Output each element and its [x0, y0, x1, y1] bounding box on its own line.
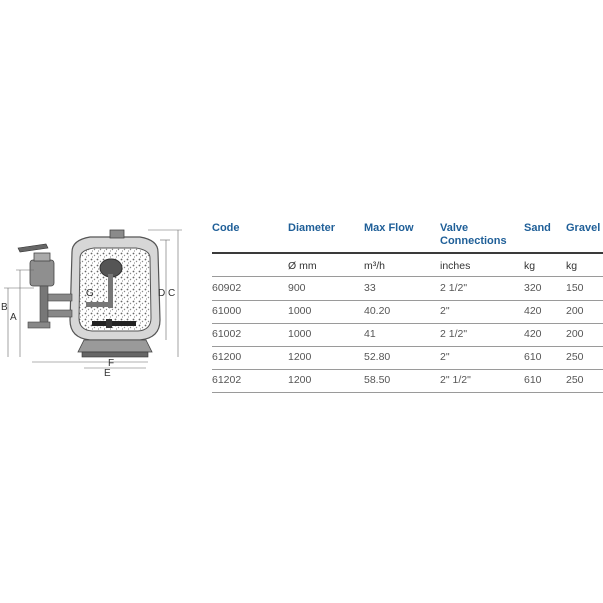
- unit-diameter: Ø mm: [288, 260, 317, 272]
- header-valve-line2: Connections: [440, 235, 507, 247]
- cell-sand: 420: [524, 305, 542, 317]
- header-code: Code: [212, 222, 240, 234]
- unit-valve: inches: [440, 260, 471, 272]
- cell-diameter: 1000: [288, 328, 312, 340]
- cell-gravel: 200: [566, 305, 584, 317]
- header-diameter: Diameter: [288, 222, 336, 234]
- cell-diameter: 1000: [288, 305, 312, 317]
- header-sand: Sand: [524, 222, 551, 234]
- cell-max-flow: 52.80: [364, 351, 391, 363]
- cell-diameter: 1200: [288, 351, 312, 363]
- cell-valve: 2": [440, 351, 450, 363]
- row-divider: [212, 276, 603, 277]
- row-divider: [212, 323, 603, 324]
- cell-valve: 2" 1/2": [440, 374, 471, 386]
- unit-gravel: kg: [566, 260, 578, 272]
- cell-code: 61002: [212, 328, 242, 340]
- cell-diameter: 1200: [288, 374, 312, 386]
- header-valve-line1: Valve: [440, 222, 469, 234]
- header-max-flow: Max Flow: [364, 222, 414, 234]
- dim-label-g: G: [86, 288, 94, 299]
- row-divider: [212, 369, 603, 370]
- filter-diagram: [0, 210, 210, 380]
- cell-sand: 610: [524, 351, 542, 363]
- row-divider: [212, 392, 603, 393]
- cell-valve: 2": [440, 305, 450, 317]
- cell-valve: 2 1/2": [440, 282, 468, 294]
- header-divider: [212, 252, 603, 254]
- cell-code: 61000: [212, 305, 242, 317]
- header-gravel: Gravel: [566, 222, 601, 234]
- dim-label-d: D: [158, 288, 166, 299]
- dim-label-f: F: [108, 358, 115, 369]
- dim-label-e: E: [104, 368, 111, 379]
- cell-sand: 420: [524, 328, 542, 340]
- cell-gravel: 250: [566, 351, 584, 363]
- dim-label-c: C: [168, 288, 176, 299]
- cell-gravel: 200: [566, 328, 584, 340]
- cell-sand: 320: [524, 282, 542, 294]
- cell-code: 60902: [212, 282, 242, 294]
- cell-code: 61200: [212, 351, 242, 363]
- multiport-valve: [18, 244, 72, 328]
- cell-sand: 610: [524, 374, 542, 386]
- row-divider: [212, 300, 603, 301]
- cell-code: 61202: [212, 374, 242, 386]
- dim-label-b: B: [1, 302, 8, 313]
- cell-max-flow: 33: [364, 282, 376, 294]
- cell-gravel: 150: [566, 282, 584, 294]
- row-divider: [212, 346, 603, 347]
- filter-base: [78, 340, 152, 357]
- cell-max-flow: 41: [364, 328, 376, 340]
- dim-label-a: A: [10, 312, 17, 323]
- cell-max-flow: 40.20: [364, 305, 391, 317]
- unit-max-flow: m³/h: [364, 260, 385, 272]
- cell-diameter: 900: [288, 282, 306, 294]
- filter-tank: [70, 230, 160, 340]
- unit-sand: kg: [524, 260, 536, 272]
- cell-gravel: 250: [566, 374, 584, 386]
- cell-valve: 2 1/2": [440, 328, 468, 340]
- cell-max-flow: 58.50: [364, 374, 391, 386]
